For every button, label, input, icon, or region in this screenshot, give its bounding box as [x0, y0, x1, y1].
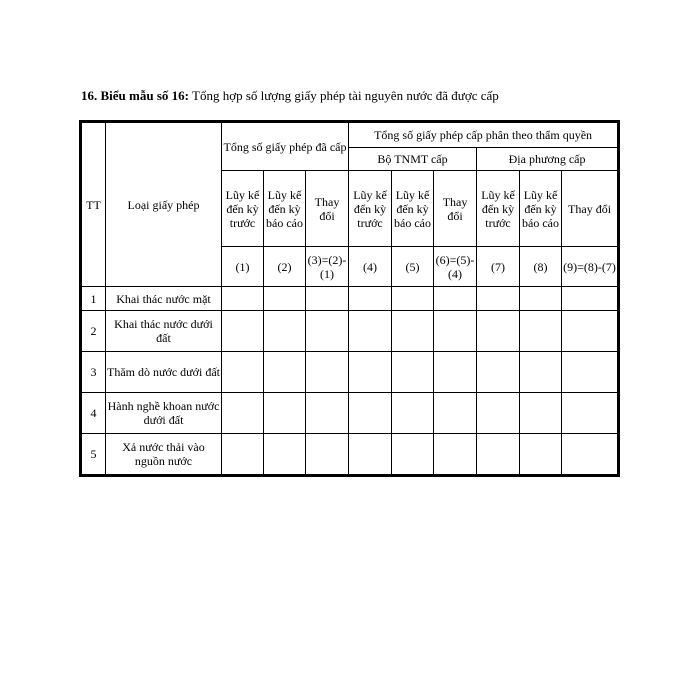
table-cell [562, 352, 618, 393]
header-change: Thay đổi [306, 171, 349, 247]
table-cell [222, 287, 264, 311]
header-cumulative-report: Lũy kế đến kỳ báo cáo [520, 171, 562, 247]
form-title-text: Tổng hợp số lượng giấy phép tài nguyên nước đã được cấp [192, 88, 499, 103]
table-cell [222, 393, 264, 434]
table-cell [264, 287, 306, 311]
table-cell [520, 352, 562, 393]
row-number: 2 [82, 311, 106, 352]
table-cell [392, 393, 434, 434]
form-title-number: 16. Biểu mẫu số 16: [81, 88, 189, 103]
row-license-type: Khai thác nước dưới đất [106, 311, 222, 352]
license-summary-table [81, 122, 618, 475]
row-license-type: Thăm dò nước dưới đất [106, 352, 222, 393]
column-code: (2) [264, 247, 306, 287]
column-code: (5) [392, 247, 434, 287]
row-license-type: Xả nước thải vào nguồn nước [106, 434, 222, 475]
table-row [82, 287, 618, 311]
table-cell [264, 434, 306, 475]
table-cell [434, 393, 477, 434]
column-code: (8) [520, 247, 562, 287]
row-license-type: Khai thác nước mặt [106, 287, 222, 311]
table-row [82, 311, 618, 352]
row-number: 4 [82, 393, 106, 434]
table-cell [477, 393, 520, 434]
column-code: (6)=(5)-(4) [434, 247, 477, 287]
table-cell [306, 311, 349, 352]
table-cell [392, 311, 434, 352]
table-cell [477, 287, 520, 311]
table-cell [434, 352, 477, 393]
column-code: (3)=(2)-(1) [306, 247, 349, 287]
table-cell [520, 287, 562, 311]
header-local: Địa phương cấp [477, 148, 618, 171]
row-number: 3 [82, 352, 106, 393]
column-code: (7) [477, 247, 520, 287]
table-cell [477, 311, 520, 352]
row-license-type: Hành nghề khoan nước dưới đất [106, 393, 222, 434]
header-cumulative-prev: Lũy kế đến kỳ trước [477, 171, 520, 247]
table-cell [349, 311, 392, 352]
table-cell [264, 393, 306, 434]
table-cell [434, 287, 477, 311]
table-cell [306, 393, 349, 434]
table-cell [392, 434, 434, 475]
table-cell [222, 352, 264, 393]
header-total-licenses: Tổng số giấy phép đã cấp [222, 123, 349, 171]
table-cell [520, 393, 562, 434]
header-change: Thay đổi [434, 171, 477, 247]
table-cell [392, 352, 434, 393]
header-cumulative-prev: Lũy kế đến kỳ trước [349, 171, 392, 247]
table-cell [349, 352, 392, 393]
column-code: (9)=(8)-(7) [562, 247, 618, 287]
header-tt: TT [82, 123, 106, 287]
header-cumulative-report: Lũy kế đến kỳ báo cáo [264, 171, 306, 247]
table-row [82, 434, 618, 475]
row-number: 5 [82, 434, 106, 475]
table-cell [477, 434, 520, 475]
table-cell [520, 434, 562, 475]
header-ministry: Bộ TNMT cấp [349, 148, 477, 171]
table-cell [562, 311, 618, 352]
table-cell [306, 434, 349, 475]
column-code: (4) [349, 247, 392, 287]
table-cell [392, 287, 434, 311]
header-cumulative-report: Lũy kế đến kỳ báo cáo [392, 171, 434, 247]
table-cell [349, 287, 392, 311]
table-cell [349, 434, 392, 475]
header-license-type: Loại giấy phép [106, 123, 222, 287]
table-cell [520, 311, 562, 352]
table-cell [434, 434, 477, 475]
table-cell [562, 393, 618, 434]
table-cell [349, 393, 392, 434]
table-cell [222, 311, 264, 352]
table-cell [306, 352, 349, 393]
column-code: (1) [222, 247, 264, 287]
table-cell [434, 311, 477, 352]
table-cell [562, 287, 618, 311]
header-cumulative-prev: Lũy kế đến kỳ trước [222, 171, 264, 247]
header-change: Thay đổi [562, 171, 618, 247]
header-by-authority: Tổng số giấy phép cấp phân theo thẩm quyền [349, 123, 618, 148]
table-cell [264, 352, 306, 393]
table-row [82, 393, 618, 434]
table-cell [222, 434, 264, 475]
table-row [82, 352, 618, 393]
table-cell [477, 352, 520, 393]
form-title [81, 88, 499, 104]
row-number: 1 [82, 287, 106, 311]
table-cell [562, 434, 618, 475]
table-cell [306, 287, 349, 311]
table-cell [264, 311, 306, 352]
